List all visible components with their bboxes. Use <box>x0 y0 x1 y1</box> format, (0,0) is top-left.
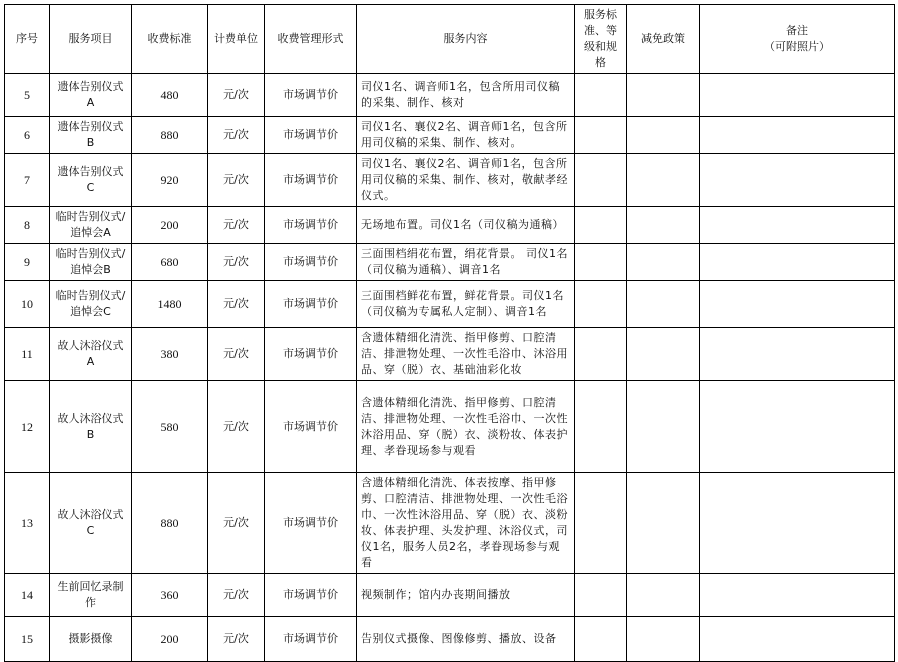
row-standard <box>575 244 627 281</box>
row-standard <box>575 328 627 381</box>
row-unit: 元/次 <box>208 154 265 207</box>
table-row <box>5 117 895 154</box>
row-remark <box>700 154 895 207</box>
row-index: 9 <box>5 244 50 281</box>
row-item: 故人沐浴仪式B <box>50 381 132 473</box>
row-mgmt: 市场调节价 <box>265 281 357 328</box>
row-item: 生前回忆录制作 <box>50 574 132 617</box>
row-index: 5 <box>5 74 50 117</box>
row-content: 告别仪式摄像、图像修剪、播放、设备 <box>357 617 575 662</box>
row-price: 880 <box>132 473 208 574</box>
header-policy: 减免政策 <box>627 5 700 74</box>
header-content: 服务内容 <box>357 5 575 74</box>
row-unit: 元/次 <box>208 381 265 473</box>
fee-table <box>4 4 895 662</box>
row-remark <box>700 617 895 662</box>
row-index: 15 <box>5 617 50 662</box>
row-unit: 元/次 <box>208 328 265 381</box>
row-remark <box>700 473 895 574</box>
row-remark <box>700 328 895 381</box>
row-item: 故人沐浴仪式A <box>50 328 132 381</box>
row-content: 含遗体精细化清洗、指甲修剪、口腔清洁、排泄物处理、一次性毛浴巾、沐浴用品、穿（脱）衣、基础油彩化妆 <box>357 328 575 381</box>
header-price: 收费标准 <box>132 5 208 74</box>
table-row <box>5 473 895 574</box>
row-item: 故人沐浴仪式C <box>50 473 132 574</box>
row-policy <box>627 328 700 381</box>
row-policy <box>627 154 700 207</box>
row-unit: 元/次 <box>208 617 265 662</box>
row-mgmt: 市场调节价 <box>265 574 357 617</box>
row-item: 摄影摄像 <box>50 617 132 662</box>
row-unit: 元/次 <box>208 244 265 281</box>
row-standard <box>575 207 627 244</box>
row-mgmt: 市场调节价 <box>265 617 357 662</box>
row-policy <box>627 473 700 574</box>
row-mgmt: 市场调节价 <box>265 154 357 207</box>
row-item: 遗体告别仪式B <box>50 117 132 154</box>
row-price: 580 <box>132 381 208 473</box>
table-row <box>5 154 895 207</box>
row-mgmt: 市场调节价 <box>265 473 357 574</box>
row-mgmt: 市场调节价 <box>265 328 357 381</box>
row-index: 14 <box>5 574 50 617</box>
row-price: 480 <box>132 74 208 117</box>
row-unit: 元/次 <box>208 207 265 244</box>
row-remark <box>700 207 895 244</box>
row-mgmt: 市场调节价 <box>265 207 357 244</box>
row-unit: 元/次 <box>208 574 265 617</box>
table-row <box>5 281 895 328</box>
row-standard <box>575 281 627 328</box>
row-standard <box>575 473 627 574</box>
header-remark: 备注 （可附照片） <box>700 5 895 74</box>
header-mgmt: 收费管理形式 <box>265 5 357 74</box>
row-price: 880 <box>132 117 208 154</box>
row-mgmt: 市场调节价 <box>265 244 357 281</box>
row-item: 遗体告别仪式A <box>50 74 132 117</box>
row-policy <box>627 574 700 617</box>
row-price: 360 <box>132 574 208 617</box>
table-row <box>5 74 895 117</box>
row-index: 11 <box>5 328 50 381</box>
header-unit: 计费单位 <box>208 5 265 74</box>
row-mgmt: 市场调节价 <box>265 74 357 117</box>
row-unit: 元/次 <box>208 74 265 117</box>
row-content: 司仪1名、调音师1名，包含所用司仪稿的采集、制作、核对 <box>357 74 575 117</box>
row-remark <box>700 117 895 154</box>
row-price: 200 <box>132 207 208 244</box>
row-index: 13 <box>5 473 50 574</box>
row-item: 临时告别仪式/追悼会A <box>50 207 132 244</box>
row-policy <box>627 381 700 473</box>
table-row <box>5 244 895 281</box>
row-price: 1480 <box>132 281 208 328</box>
row-remark <box>700 74 895 117</box>
header-row <box>5 5 895 74</box>
row-mgmt: 市场调节价 <box>265 117 357 154</box>
row-price: 380 <box>132 328 208 381</box>
row-item: 临时告别仪式/追悼会B <box>50 244 132 281</box>
row-index: 8 <box>5 207 50 244</box>
row-policy <box>627 281 700 328</box>
table-row <box>5 328 895 381</box>
header-item: 服务项目 <box>50 5 132 74</box>
row-content: 无场地布置。司仪1名（司仪稿为通稿） <box>357 207 575 244</box>
row-price: 920 <box>132 154 208 207</box>
row-content: 司仪1名、襄仪2名、调音师1名，包含所用司仪稿的采集、制作、核对。 <box>357 117 575 154</box>
row-unit: 元/次 <box>208 473 265 574</box>
row-item: 遗体告别仪式C <box>50 154 132 207</box>
row-standard <box>575 574 627 617</box>
row-policy <box>627 117 700 154</box>
table-row <box>5 617 895 662</box>
row-standard <box>575 617 627 662</box>
row-content: 含遗体精细化清洗、指甲修剪、口腔清洁、排泄物处理、一次性毛浴巾、一次性沐浴用品、穿（脱）衣、淡粉妆、体表护理、孝眷现场参与观看 <box>357 381 575 473</box>
row-policy <box>627 244 700 281</box>
row-price: 680 <box>132 244 208 281</box>
row-index: 6 <box>5 117 50 154</box>
row-standard <box>575 381 627 473</box>
row-unit: 元/次 <box>208 281 265 328</box>
table-row <box>5 381 895 473</box>
row-policy <box>627 207 700 244</box>
row-remark <box>700 281 895 328</box>
row-content: 三面围档绢花布置，绢花背景。 司仪1名（司仪稿为通稿）、调音1名 <box>357 244 575 281</box>
row-standard <box>575 117 627 154</box>
row-index: 12 <box>5 381 50 473</box>
table-row <box>5 207 895 244</box>
row-unit: 元/次 <box>208 117 265 154</box>
row-remark <box>700 381 895 473</box>
row-content: 视频制作；馆内办丧期间播放 <box>357 574 575 617</box>
row-remark <box>700 574 895 617</box>
row-index: 10 <box>5 281 50 328</box>
row-policy <box>627 74 700 117</box>
row-mgmt: 市场调节价 <box>265 381 357 473</box>
row-standard <box>575 154 627 207</box>
header-standard: 服务标准、等级和规格 <box>575 5 627 74</box>
row-standard <box>575 74 627 117</box>
row-remark <box>700 244 895 281</box>
table-row <box>5 574 895 617</box>
row-index: 7 <box>5 154 50 207</box>
row-policy <box>627 617 700 662</box>
row-item: 临时告别仪式/追悼会C <box>50 281 132 328</box>
row-content: 含遗体精细化清洗、体表按摩、指甲修剪、口腔清洁、排泄物处理、一次性毛浴巾、一次性沐浴用品、穿（脱）衣、淡粉妆、体表护理、头发护理、沐浴仪式，司仪1名，服务人员2名，孝眷现场参与观看 <box>357 473 575 574</box>
row-price: 200 <box>132 617 208 662</box>
row-content: 司仪1名、襄仪2名、调音师1名，包含所用司仪稿的采集、制作、核对，敬献孝经仪式。 <box>357 154 575 207</box>
header-index: 序号 <box>5 5 50 74</box>
row-content: 三面围档鲜花布置，鲜花背景。司仪1名（司仪稿为专属私人定制）、调音1名 <box>357 281 575 328</box>
